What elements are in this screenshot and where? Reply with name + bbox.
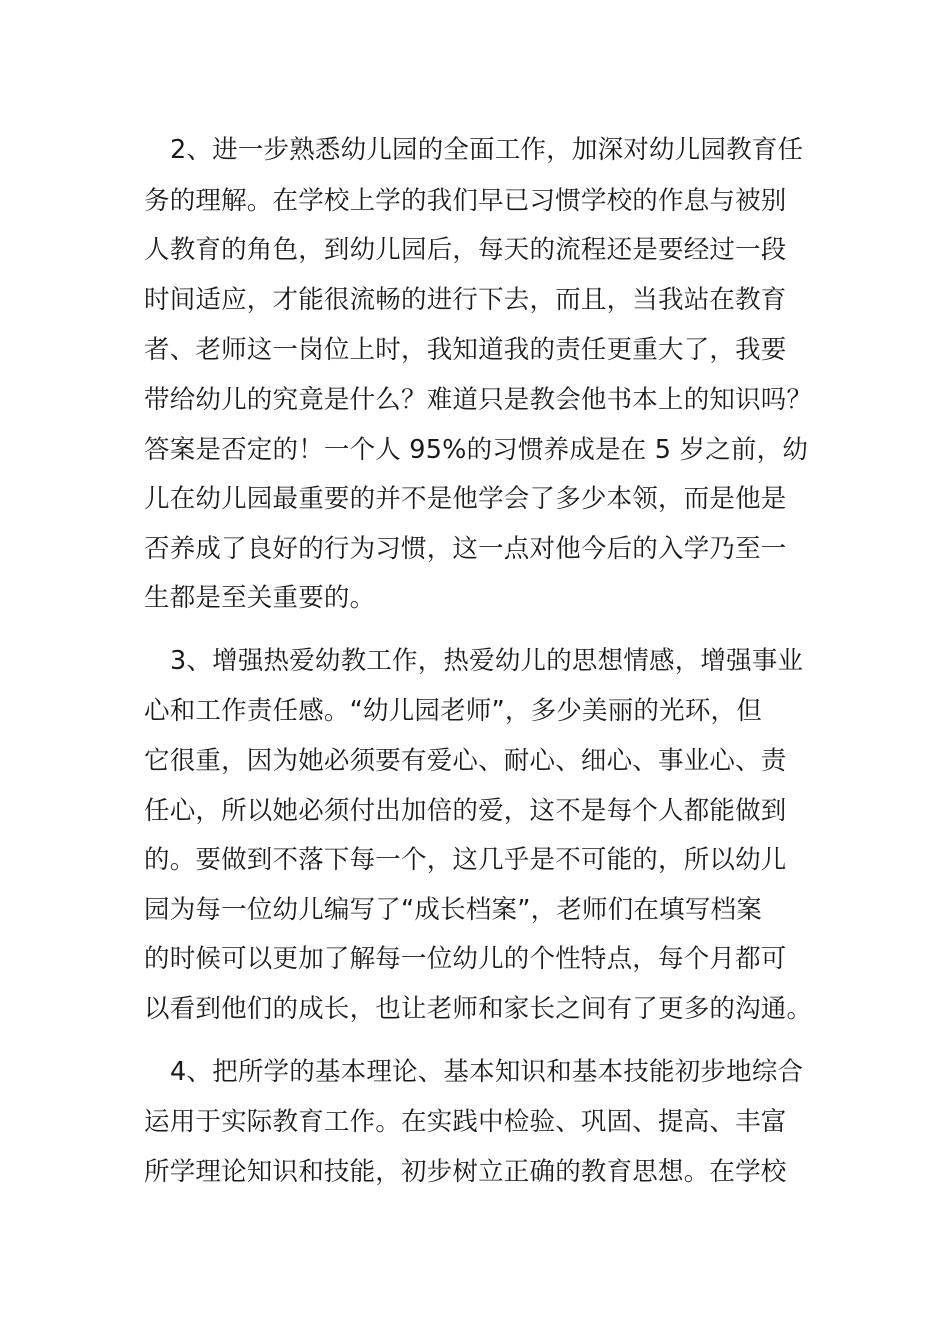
text-line: 它很重，因为她必须要有爱心、耐心、细心、事业心、责	[144, 746, 787, 776]
text-line: 心和工作责任感。“幼儿园老师”，多少美丽的光环，但	[144, 696, 762, 726]
text-line: 带给幼儿的究竟是什么？难道只是教会他书本上的知识吗？	[144, 385, 813, 415]
text-line: 的时候可以更加了解每一位幼儿的个性特点，每个月都可	[144, 944, 787, 974]
text-line: 者、老师这一岗位上时，我知道我的责任更重大了，我要	[144, 335, 787, 365]
text-line: 2、进一步熟悉幼儿园的全面工作，加深对幼儿园教育任	[170, 135, 804, 165]
text-line: 任心，所以她必须付出加倍的爱，这不是每个人都能做到	[144, 796, 787, 826]
text-line: 以看到他们的成长，也让老师和家长之间有了更多的沟通。	[144, 994, 813, 1024]
text-line: 儿在幼儿园最重要的并不是他学会了多少本领，而是他是	[144, 484, 787, 514]
text-line: 时间适应，才能很流畅的进行下去，而且，当我站在教育	[144, 285, 787, 315]
text-line: 答案是否定的！一个人 95%的习惯养成是在 5 岁之前，幼	[144, 435, 809, 465]
text-line: 人教育的角色，到幼儿园后，每天的流程还是要经过一段	[144, 235, 787, 265]
text-line: 的。要做到不落下每一个，这几乎是不可能的，所以幼儿	[144, 845, 787, 875]
text-line: 务的理解。在学校上学的我们早已习惯学校的作息与被别	[144, 186, 787, 216]
text-line: 否养成了良好的行为习惯，这一点对他今后的入学乃至一	[144, 534, 787, 564]
text-line: 所学理论知识和技能，初步树立正确的教育思想。在学校	[144, 1157, 787, 1187]
text-line: 3、增强热爱幼教工作，热爱幼儿的思想情感，增强事业	[170, 646, 804, 676]
text-line: 运用于实际教育工作。在实践中检验、巩固、提高、丰富	[144, 1107, 787, 1137]
text-line: 园为每一位幼儿编写了“成长档案”，老师们在填写档案	[144, 895, 762, 925]
text-line: 4、把所学的基本理论、基本知识和基本技能初步地综合	[170, 1057, 804, 1087]
text-line: 生都是至关重要的。	[144, 583, 376, 613]
